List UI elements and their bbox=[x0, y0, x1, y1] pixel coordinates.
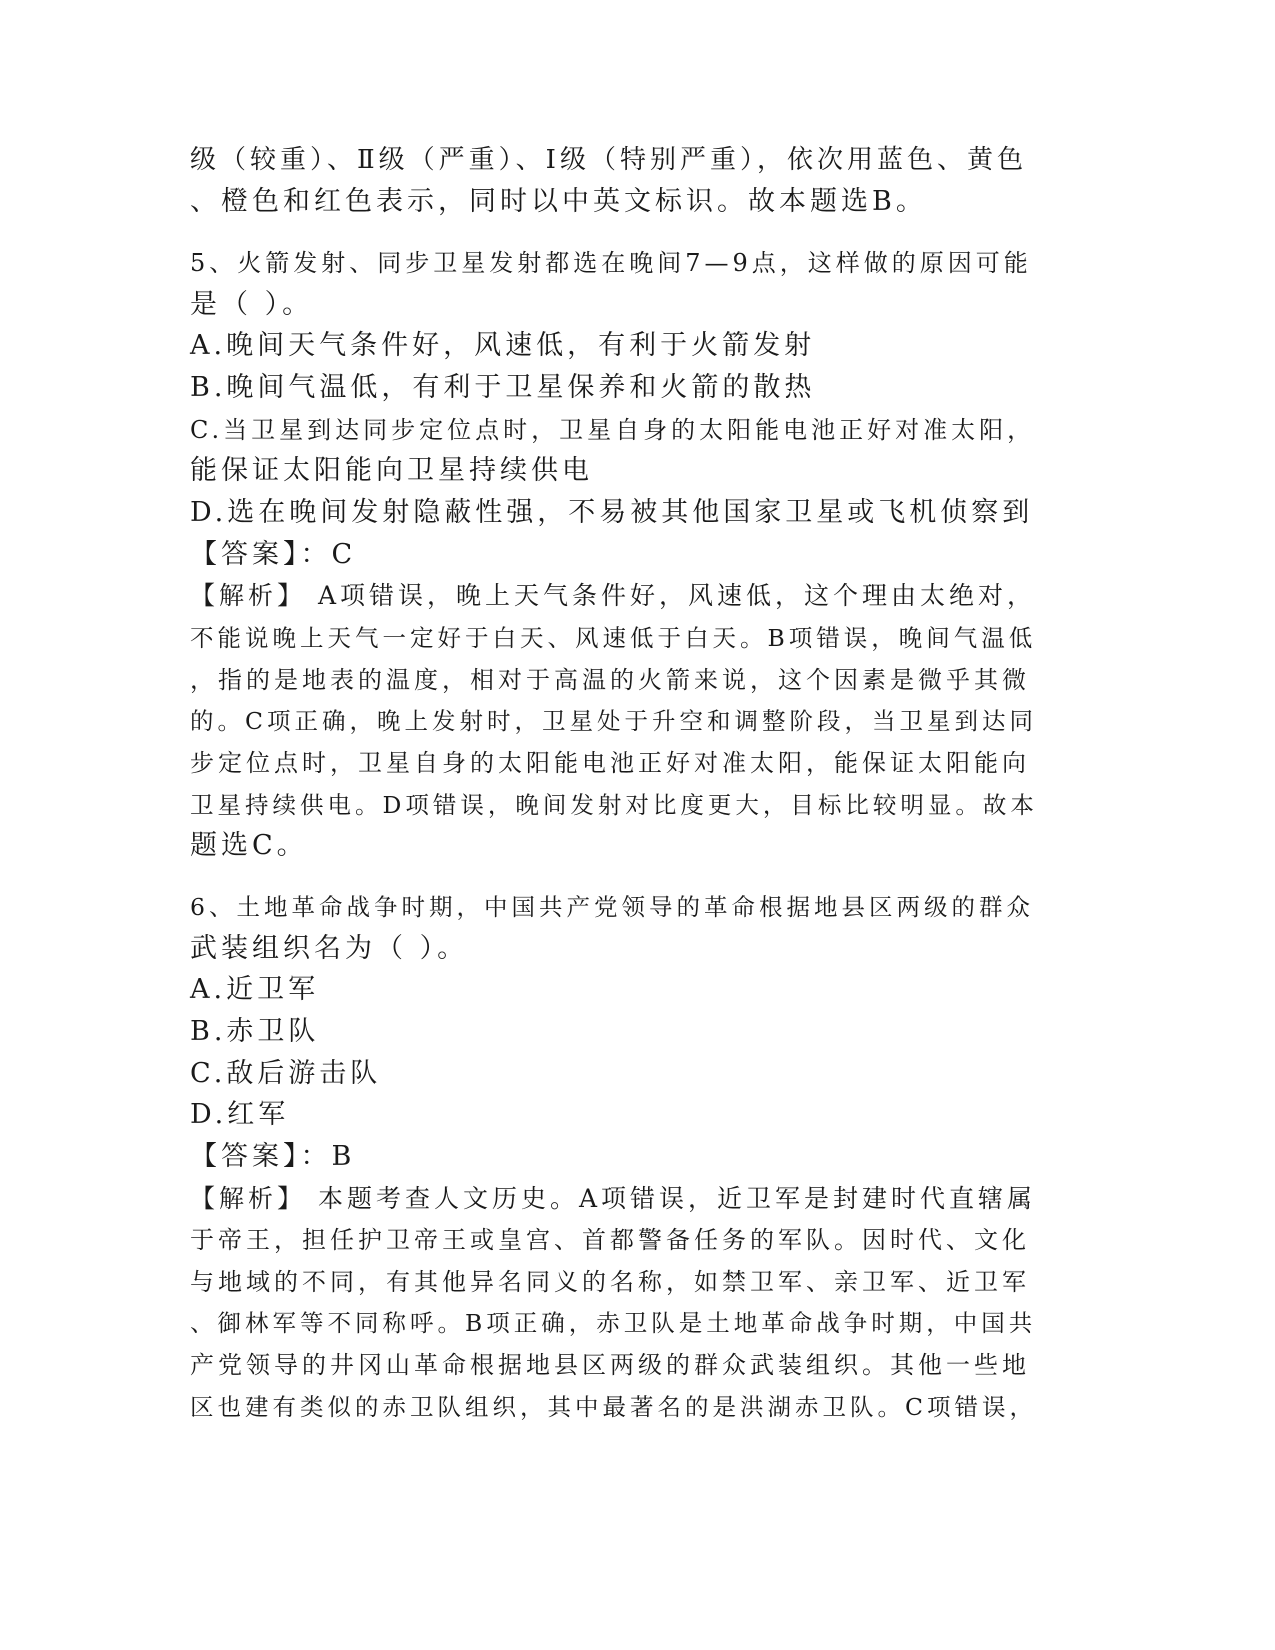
question-6-option-b: B.赤卫队 bbox=[190, 1016, 320, 1047]
question-5-option-d: D.选在晚间发射隐蔽性强，不易被其他国家卫星或飞机侦察到 bbox=[190, 497, 1034, 528]
question-6-analysis: 产党领导的井冈山革命根据地县区两级的群众武装组织。其他一些地 bbox=[190, 1351, 1030, 1379]
question-6-option-a: A.近卫军 bbox=[190, 974, 320, 1005]
text-line: 、橙色和红色表示，同时以中英文标识。故本题选B。 bbox=[190, 186, 927, 217]
question-6-analysis: 于帝王，担任护卫帝王或皇宫、首都警备任务的军队。因时代、文化 bbox=[190, 1226, 1030, 1254]
question-5-option-b: B.晚间气温低，有利于卫星保养和火箭的散热 bbox=[190, 372, 816, 403]
question-5-stem: 5、火箭发射、同步卫星发射都选在晚间7—9点，这样做的原因可能 bbox=[190, 249, 1032, 277]
question-5-analysis: 卫星持续供电。D项错误，晚间发射对比度更大，目标比较明显。故本 bbox=[190, 791, 1038, 819]
question-5-option-c: 能保证太阳能向卫星持续供电 bbox=[190, 455, 593, 486]
question-6-analysis: 【解析】 本题考查人文历史。A项错误，近卫军是封建时代直辖属 bbox=[190, 1184, 1037, 1213]
question-5-analysis: 的。C项正确，晚上发射时，卫星处于升空和调整阶段，当卫星到达同 bbox=[190, 707, 1037, 735]
question-5-analysis: 题选C。 bbox=[190, 830, 308, 861]
question-5-analysis: ，指的是地表的温度，相对于高温的火箭来说，这个因素是微乎其微 bbox=[190, 666, 1030, 694]
question-6-option-d: D.红军 bbox=[190, 1099, 290, 1130]
question-6-analysis: 、御林军等不同称呼。B项正确，赤卫队是土地革命战争时期，中国共 bbox=[190, 1309, 1037, 1337]
question-6-stem: 武装组织名为（ ）。 bbox=[190, 933, 469, 964]
question-5-option-a: A.晚间天气条件好，风速低，有利于火箭发射 bbox=[190, 330, 816, 361]
question-5-analysis: 【解析】 A项错误，晚上天气条件好，风速低，这个理由太绝对， bbox=[190, 581, 1037, 610]
question-6-analysis: 区也建有类似的赤卫队组织，其中最著名的是洪湖赤卫队。C项错误， bbox=[190, 1393, 1037, 1421]
question-6-option-c: C.敌后游击队 bbox=[190, 1058, 382, 1089]
question-5-analysis: 步定位点时，卫星自身的太阳能电池正好对准太阳，能保证太阳能向 bbox=[190, 749, 1030, 777]
question-6-stem: 6、土地革命战争时期，中国共产党领导的革命根据地县区两级的群众 bbox=[190, 893, 1034, 921]
question-5-option-c: C.当卫星到达同步定位点时，卫星自身的太阳能电池正好对准太阳， bbox=[190, 416, 1036, 444]
question-5-analysis: 不能说晚上天气一定好于白天、风速低于白天。B项错误，晚间气温低 bbox=[190, 624, 1037, 652]
text-line: 级（较重）、Ⅱ级（严重）、Ⅰ级（特别严重），依次用蓝色、黄色 bbox=[190, 145, 1027, 175]
question-6-analysis: 与地域的不同，有其他异名同义的名称，如禁卫军、亲卫军、近卫军 bbox=[190, 1268, 1030, 1296]
question-5-stem: 是（ ）。 bbox=[190, 289, 314, 320]
question-5-answer: 【答案】：C bbox=[190, 539, 357, 570]
question-6-answer: 【答案】：B bbox=[190, 1141, 356, 1172]
